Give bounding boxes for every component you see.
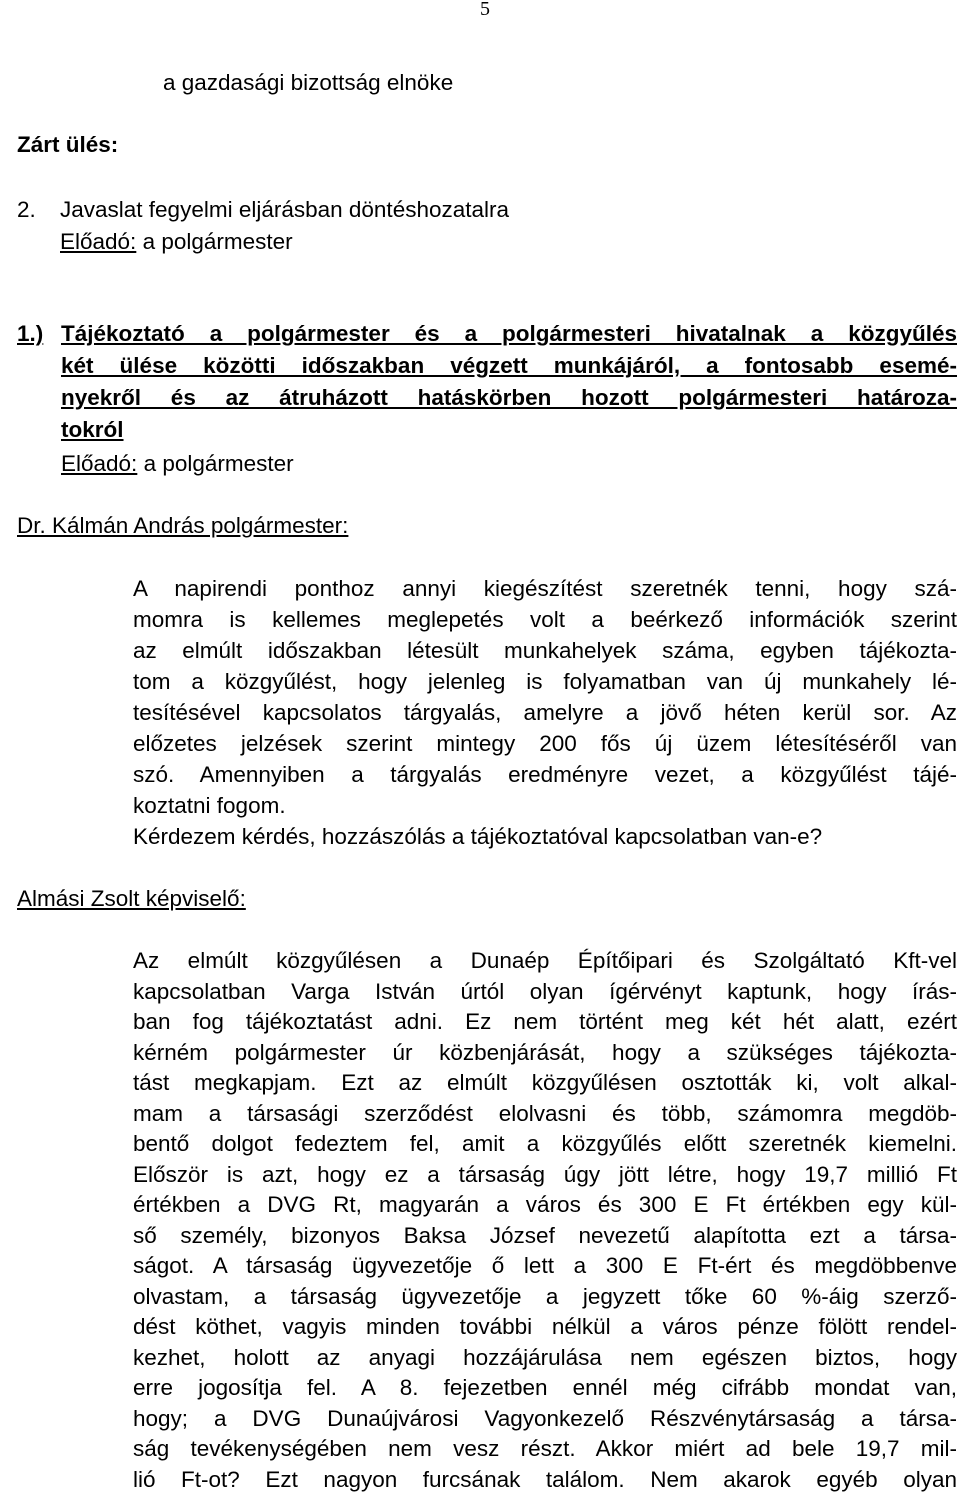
speech-line: mam a társasági szerződést elolvasni és több, számomra megdöb- <box>133 1100 957 1126</box>
presenter-label: Előadó: <box>60 229 137 254</box>
agenda-item-1-title-line: nyekről és az átruházott hatáskörben hozott polgármesteri határoza- <box>61 385 957 410</box>
speech-line: értékben a DVG Rt, magyarán a város és 300 E Ft értékben egy kül- <box>133 1192 957 1217</box>
speech-line: ságot. A társaság ügyvezetője ő lett a 300 E Ft-ért és megdöbbenve <box>133 1253 957 1278</box>
speech-line: koztatni fogom. <box>133 793 286 818</box>
agenda-item-2-title: Javaslat fegyelmi eljárásban döntéshozatalra <box>60 197 510 222</box>
speech-line: ső személy, bizonyos Baksa József nevezetű alapította ezt a társa- <box>133 1222 957 1248</box>
speaker-representative: Almási Zsolt képviselő: <box>17 886 246 911</box>
header-committee-chair: a gazdasági bizottság elnöke <box>163 70 454 95</box>
speech-line: tesítésével kapcsolatos tárgyalás, amelyre a jövő héten kerül sor. Az <box>133 700 957 725</box>
speech-line: A napirendi ponthoz annyi kiegészítést szeretnék tenni, hogy szá- <box>133 576 957 601</box>
speech-line: szó. Amennyiben a tárgyalás eredményre vezet, a közgyűlést tájé- <box>133 762 957 787</box>
speech-line: tást megkapjam. Ezt az elmúlt közgyűlésen osztották ki, volt alkal- <box>133 1070 957 1095</box>
presenter-label: Előadó: <box>61 451 138 476</box>
speech-line: kapcsolatban Varga István úrtól olyan ígérvényt kaptunk, hogy írás- <box>133 978 957 1004</box>
speech-line: bentő dolgot fedeztem fel, amit a közgyűlés előtt szeretnék kiemelni. <box>133 1131 957 1156</box>
speech-line: előzetes jelzések szerint mintegy 200 fős új üzem létesítéséről van <box>133 731 957 756</box>
agenda-item-1-number: 1.) <box>17 321 44 346</box>
speech-line: ban fog tájékoztatást adni. Ez nem történt meg két hét alatt, ezért <box>133 1009 957 1034</box>
agenda-item-1-title-line: Tájékoztató a polgármester és a polgármesteri hivatalnak a közgyűlés <box>61 321 957 346</box>
speech-line: dést köthet, vagyis minden további nélkül a város pénze fölött rendel- <box>133 1314 957 1339</box>
speaker-mayor: Dr. Kálmán András polgármester: <box>17 513 349 538</box>
presenter-name: a polgármester <box>143 451 294 476</box>
speech-line: tom a közgyűlést, hogy jelenleg is folyamatban van új munkahely lé- <box>133 669 957 694</box>
agenda-item-1-title-line: két ülése közötti időszakban végzett munkájáról, a fontosabb esemé- <box>61 353 957 378</box>
agenda-item-2-presenter <box>60 229 293 255</box>
speech-line: olvastam, a társaság ügyvezetője a jegyzett tőke 60 %-áig szerző- <box>133 1283 957 1309</box>
speech-line: kérném polgármester úr közbenjárását, hogy a szükséges tájékozta- <box>133 1039 957 1065</box>
speech-line: hogy; a DVG Dunaújvárosi Vagyonkezelő Részvénytársaság a társa- <box>133 1405 957 1431</box>
speech-line: Kérdezem kérdés, hozzászólás a tájékoztatóval kapcsolatban van-e? <box>133 824 823 849</box>
presenter-name: a polgármester <box>142 229 293 254</box>
agenda-item-1-title-line: tokról <box>61 417 124 442</box>
speech-line: momra is kellemes meglepetés volt a beérkező információk szerint <box>133 607 957 632</box>
agenda-item-1-presenter <box>61 451 294 477</box>
closed-session-heading: Zárt ülés: <box>17 132 119 157</box>
speech-line: erre jogosítja fel. A 8. fejezetben ennél még cifrább mondat van, <box>133 1375 957 1400</box>
speech-line: Az elmúlt közgyűlésen a Dunaép Építőipari és Szolgáltató Kft-vel <box>133 948 957 973</box>
speech-line: Először is azt, hogy ez a társaság úgy jött létre, hogy 19,7 millió Ft <box>133 1161 957 1187</box>
speech-line: lió Ft-ot? Ezt nagyon furcsának találom. Nem akarok egyéb olyan <box>133 1466 957 1492</box>
agenda-item-2-number: 2. <box>17 197 36 222</box>
speech-line: az elmúlt időszakban létesült munkahelyek száma, egyben tájékozta- <box>133 638 957 663</box>
speech-line: kezhet, holott az anyagi hozzájárulása nem egészen biztos, hogy <box>133 1344 957 1370</box>
speech-line: ság tevékenységében nem vesz részt. Akkor miért ad bele 19,7 mil- <box>133 1436 957 1461</box>
page-number: 5 <box>480 0 490 20</box>
